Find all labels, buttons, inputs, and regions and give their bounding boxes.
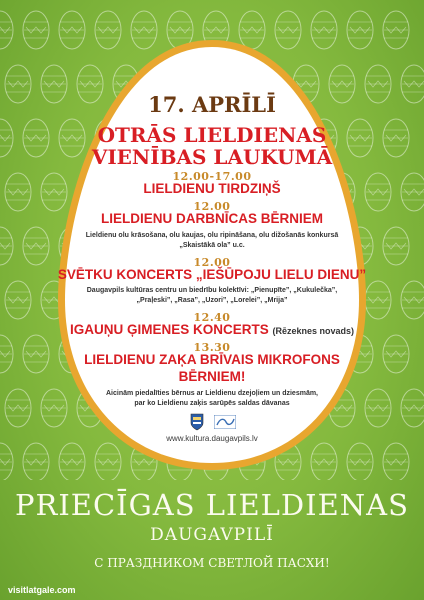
city-heading: DAUGAVPILĪ: [150, 525, 274, 545]
russian-greeting: С ПРАЗДНИКОМ СВЕТЛОЙ ПАСХИ!: [94, 556, 330, 570]
daugavpils-coat-of-arms-logo: [190, 413, 204, 431]
title-line-1: OTRĀS LIELDIENAS: [97, 123, 327, 147]
title-line-2: VIENĪBAS LAUKUMĀ: [91, 145, 333, 169]
event-1-time: 12.00-17.00: [172, 170, 252, 183]
event-5-desc-line-2: par ko Lieldienu zaķis sarūpēs saldas dāvanas: [134, 400, 290, 407]
event-4-title: [0, 322, 424, 337]
event-2-time: 12.00: [193, 200, 231, 213]
kultura-logo: [214, 415, 236, 429]
event-5-title-line-2: BĒRNIEM!: [178, 369, 246, 384]
event-4-title-text: IGAUŅU ĢIMENES KONCERTS: [69, 322, 269, 337]
greeting-heading: PRIECĪGAS LIELDIENAS: [14, 488, 409, 522]
event-3-time: 12.00: [193, 256, 231, 269]
event-3-title: SVĒTKU KONCERTS „IEŠŪPOJU LIELU DIENU”: [57, 267, 367, 282]
event-5-desc-line-1: Aicinām piedalīties bērnus ar Lieldienu dzejoļiem un dziesmām,: [106, 390, 318, 397]
date-heading: 17. APRĪLĪ: [148, 92, 276, 117]
event-2-desc-line-1: Lieldienu olu krāsošana, olu kaujas, olu ripināšana, olu dižošanās konkursā: [85, 232, 339, 239]
event-2-desc-line-2: „Skaistākā ola” u.c.: [179, 242, 245, 249]
event-1-title: LIELDIENU TIRDZIŅŠ: [143, 181, 281, 196]
event-2-title: LIELDIENU DARBNĪCAS BĒRNIEM: [100, 211, 323, 226]
event-4-note: (Rēzeknes novads): [272, 326, 355, 336]
event-4-time: 12.40: [193, 311, 231, 324]
website-link[interactable]: www.kultura.daugavpils.lv: [166, 434, 258, 443]
event-3-desc-line-1: Daugavpils kultūras centru un biedrību kolektīvi: „Pienupīte”, „Kukulečka”,: [86, 287, 338, 294]
site-watermark[interactable]: visitlatgale.com: [8, 585, 76, 595]
event-5-title-line-1: LIELDIENU ZAĶA BRĪVAIS MIKROFONS: [84, 352, 340, 367]
event-5-time: 13.30: [193, 341, 231, 354]
event-3-desc-line-2: „Praļeski”, „Rasa”, „Uzori”, „Lorelei”, „Mrija”: [136, 297, 288, 304]
